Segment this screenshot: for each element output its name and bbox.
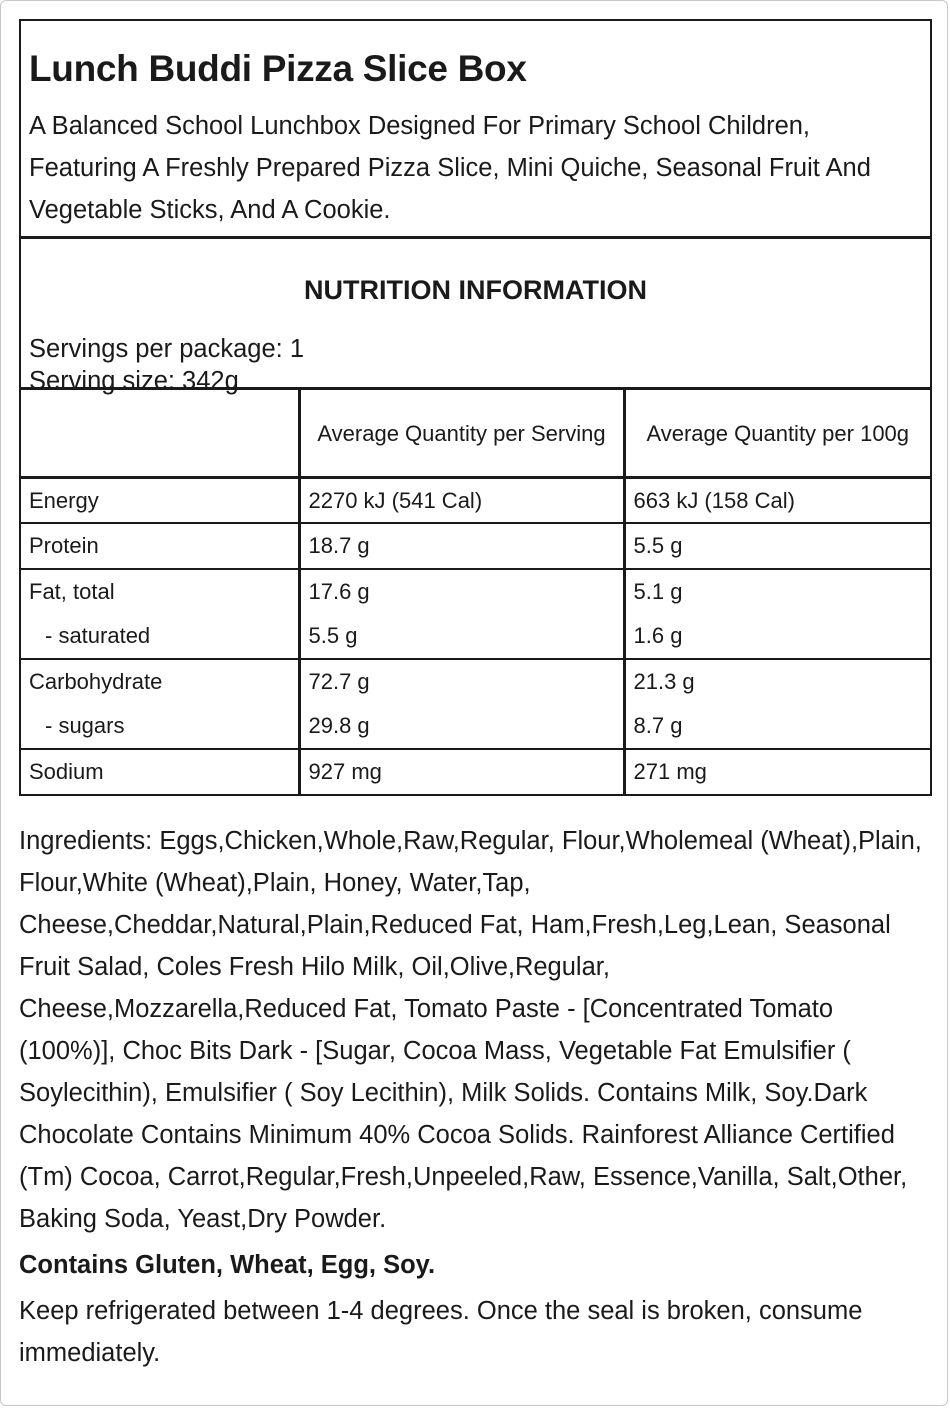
ingredients-text: Ingredients: Eggs,Chicken,Whole,Raw,Regular, Flour,Wholemeal (Wheat),Plain, Flour,White (Wheat),Plain, Honey, Water,Tap, Cheese,Cheddar,Natural,Plain,Reduced Fat, Ham,Fresh,Leg,Lean, Seasonal Fruit Salad, Coles Fresh Hilo Milk, Oil,Olive,Regular, Cheese,Mozzarella,Reduced Fat, Tomato Paste - [Concentrated Tomato (100%)], Choc Bits Dark - [Sugar, Cocoa Mass, Vegetable Fat Emulsifier ( Soylecithin), Emulsifier ( Soy Lecithin), Milk Solids. Contains Milk, Soy.Dark Chocolate Contains Minimum 40% Cocoa Solids. Rainforest Alliance Certified (Tm) Cocoa, Carrot,Regular,Fresh,Unpeeled,Raw, Essence,Vanilla, Salt,Other, Baking Soda, Yeast,Dry Powder. [19,827,922,1233]
header-per-serving: Average Quantity per Serving [299,390,624,478]
allergen-statement: Contains Gluten, Wheat, Egg, Soy. [19,1251,436,1279]
nutrient-per100: 5.1 g [624,569,930,614]
nutrient-serving: 17.6 g [299,569,624,614]
nutrient-per100: 1.6 g [624,614,930,659]
nutrient-label: - saturated [45,623,151,648]
table-row [21,523,930,569]
nutrient-label: Protein [29,533,99,558]
product-notes [19,820,929,1374]
table-row [21,569,930,614]
table-row [21,614,930,659]
product-title: Lunch Buddi Pizza Slice Box [29,48,527,89]
table-row [21,659,930,704]
nutrition-heading: NUTRITION INFORMATION [304,275,647,305]
serving-info [29,333,304,397]
nutrient-per100: 8.7 g [624,704,930,749]
table-row [21,704,930,749]
nutrition-panel [19,19,932,796]
product-description: A Balanced School Lunchbox Designed For Primary School Children, Featuring A Freshly Prepared Pizza Slice, Mini Quiche, Seasonal Fruit And Vegetable Sticks, And A Cookie. [29,112,871,224]
nutrient-label: Sodium [29,759,104,784]
nutrient-per100: 5.5 g [624,523,930,569]
nutrient-serving: 29.8 g [299,704,624,749]
nutrient-per100: 663 kJ (158 Cal) [624,478,930,524]
nutrient-per100: 21.3 g [624,659,930,704]
nutrient-serving: 72.7 g [299,659,624,704]
nutrition-table [21,390,930,794]
nutrient-label: Energy [29,487,99,513]
servings-per-package: Servings per package: 1 [29,335,304,363]
nutrient-label: - sugars [45,713,125,738]
nutrient-per100: 271 mg [624,749,930,794]
nutrient-serving: 18.7 g [299,523,624,569]
serving-size: Serving size: 342g [29,367,239,395]
table-header-row [21,390,930,478]
header-per-100g: Average Quantity per 100g [624,390,930,478]
nutrient-label: Fat, total [29,579,115,604]
nutrient-label: Carbohydrate [29,669,163,694]
table-row [21,478,930,524]
storage-instructions: Keep refrigerated between 1-4 degrees. Once the seal is broken, consume immediately. [19,1297,863,1367]
nutrient-serving: 2270 kJ (541 Cal) [299,478,624,524]
product-header [21,21,930,239]
nutrition-header [21,239,930,395]
nutrient-serving: 5.5 g [299,614,624,659]
header-blank [21,390,299,478]
nutrient-serving: 927 mg [299,749,624,794]
table-row [21,749,930,794]
